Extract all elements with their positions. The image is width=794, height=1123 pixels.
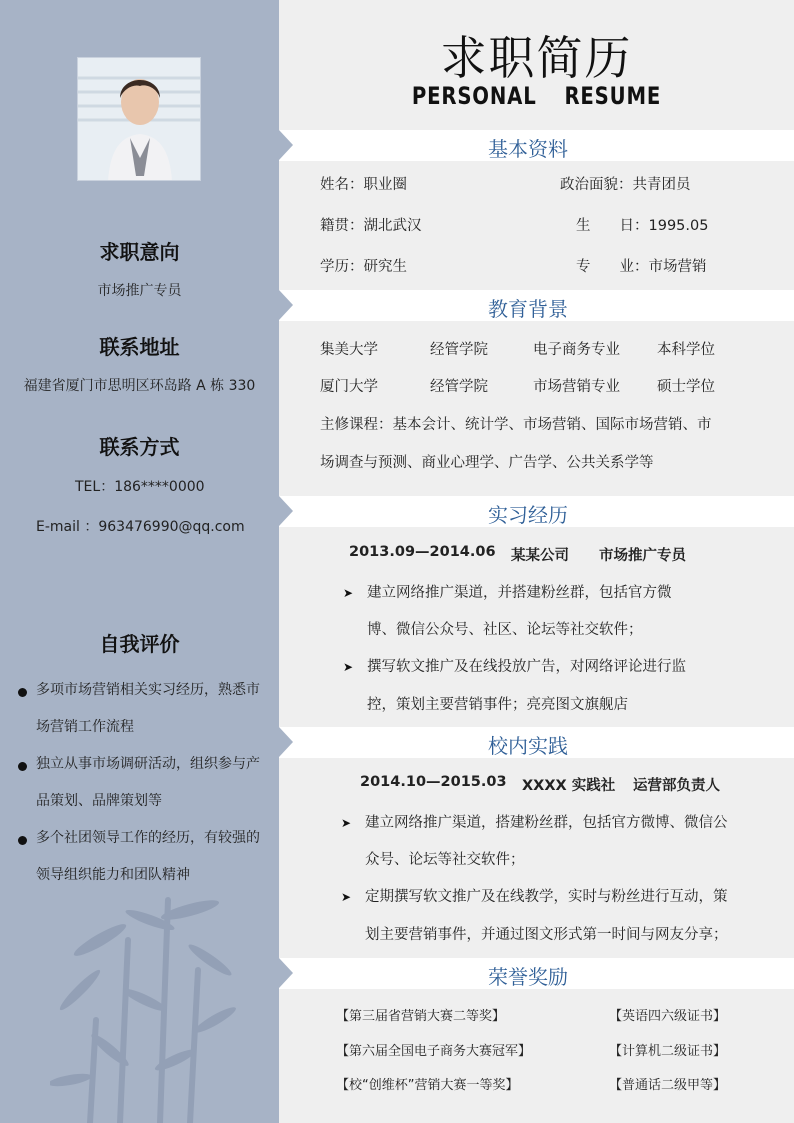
- section-education: [279, 290, 794, 321]
- sidebar: [0, 0, 279, 1123]
- birthday-field: 生 日：1995.05: [576, 218, 709, 234]
- bullet-arrow-icon: ➤: [341, 816, 352, 830]
- section-title: 教育背景: [488, 297, 568, 321]
- courses-line-1: 主修课程：基本会计、统计学、市场营销、国际市场营销、市: [320, 417, 712, 433]
- job-intention-heading: 求职意向: [99, 240, 180, 264]
- self-evaluation-heading: 自我评价: [99, 632, 180, 656]
- campus-item-line: 众号、论坛等社交软件；: [365, 852, 525, 868]
- edu-degree: 硕士学位: [657, 379, 715, 395]
- edu-college: 经管学院: [430, 379, 488, 395]
- section-basic-info: [279, 130, 794, 161]
- internship-item-line: 撰写软文推广及在线投放广告，对网络评论进行监: [367, 659, 686, 675]
- edu-school: 厦门大学: [320, 379, 378, 395]
- resume-title: 求职简历: [440, 31, 633, 85]
- campus-item-line: 建立网络推广渠道，搭建粉丝群，包括官方微博、微信公: [365, 815, 728, 831]
- certificate-item: 【计算机二级证书】: [609, 1044, 727, 1059]
- subtitle-personal: PERSONAL: [411, 82, 537, 110]
- evaluation-item: 独立从事市场调研活动，组织参与产品策划、品牌策划等: [14, 746, 266, 820]
- edu-major: 市场营销专业: [533, 379, 620, 395]
- profile-photo: [77, 57, 201, 181]
- edu-major: 电子商务专业: [533, 342, 620, 358]
- email-value: E-mail ：963476990@qq.com: [36, 519, 245, 535]
- subtitle-resume: RESUME: [564, 82, 662, 110]
- degree-field: 学历：研究生: [320, 259, 407, 275]
- bullet-arrow-icon: ➤: [343, 586, 354, 600]
- section-honors: [279, 958, 794, 989]
- bullet-arrow-icon: ➤: [341, 890, 352, 904]
- resume-subtitle: [325, 82, 747, 110]
- honor-item: 【第三届省营销大赛二等奖】: [336, 1009, 506, 1024]
- certificate-item: 【英语四六级证书】: [609, 1009, 727, 1024]
- section-campus-practice: [279, 727, 794, 758]
- name-field: 姓名：职业圈: [320, 177, 407, 193]
- campus-period: 2014.10—2015.03: [360, 774, 507, 790]
- address-heading: 联系地址: [99, 335, 180, 359]
- section-title: 校内实践: [488, 734, 568, 758]
- campus-role: 运营部负责人: [633, 778, 720, 794]
- internship-company: 某某公司: [511, 548, 569, 564]
- address-value: 福建省厦门市思明区环岛路 A 栋 330: [23, 378, 256, 394]
- campus-org: XXXX 实践社: [522, 778, 616, 794]
- section-internship: [279, 496, 794, 527]
- evaluation-item: 多个社团领导工作的经历，有较强的领导组织能力和团队精神: [14, 820, 266, 894]
- bamboo-decoration-icon: [50, 880, 240, 1123]
- honor-item: 【第六届全国电子商务大赛冠军】: [336, 1044, 532, 1059]
- internship-period: 2013.09—2014.06: [349, 544, 496, 560]
- tel-value: TEL：186****0000: [75, 479, 205, 495]
- section-title: 荣誉奖励: [488, 965, 568, 989]
- honor-item: 【校“创维杯”营销大赛一等奖】: [336, 1078, 519, 1093]
- section-title: 实习经历: [488, 503, 568, 527]
- section-title: 基本资料: [488, 137, 568, 161]
- internship-position: 市场推广专员: [599, 548, 686, 564]
- self-evaluation-list: [14, 672, 266, 894]
- courses-line-2: 场调查与预测、商业心理学、广告学、公共关系学等: [320, 455, 654, 471]
- main-content: [279, 0, 794, 1123]
- campus-item-line: 划主要营销事件，并通过图文形式第一时间与网友分享；: [365, 927, 728, 943]
- politics-field: 政治面貌：共青团员: [560, 177, 691, 193]
- evaluation-item: 多项市场营销相关实习经历，熟悉市场营销工作流程: [14, 672, 266, 746]
- internship-item-line: 博、微信公众号、社区、论坛等社交软件；: [367, 622, 643, 638]
- edu-degree: 本科学位: [657, 342, 715, 358]
- origin-field: 籍贯：湖北武汉: [320, 218, 422, 234]
- campus-item-line: 定期撰写软文推广及在线教学，实时与粉丝进行互动，策: [365, 889, 728, 905]
- major-field: 专 业：市场营销: [576, 259, 707, 275]
- internship-item-line: 建立网络推广渠道，并搭建粉丝群，包括官方微: [367, 585, 672, 601]
- bullet-arrow-icon: ➤: [343, 660, 354, 674]
- edu-college: 经管学院: [430, 342, 488, 358]
- internship-item-line: 控，策划主要营销事件；亮亮图文旗舰店: [367, 697, 628, 713]
- contact-heading: 联系方式: [99, 435, 180, 459]
- job-intention-value: 市场推广专员: [97, 283, 182, 299]
- certificate-item: 【普通话二级甲等】: [609, 1078, 727, 1093]
- edu-school: 集美大学: [320, 342, 378, 358]
